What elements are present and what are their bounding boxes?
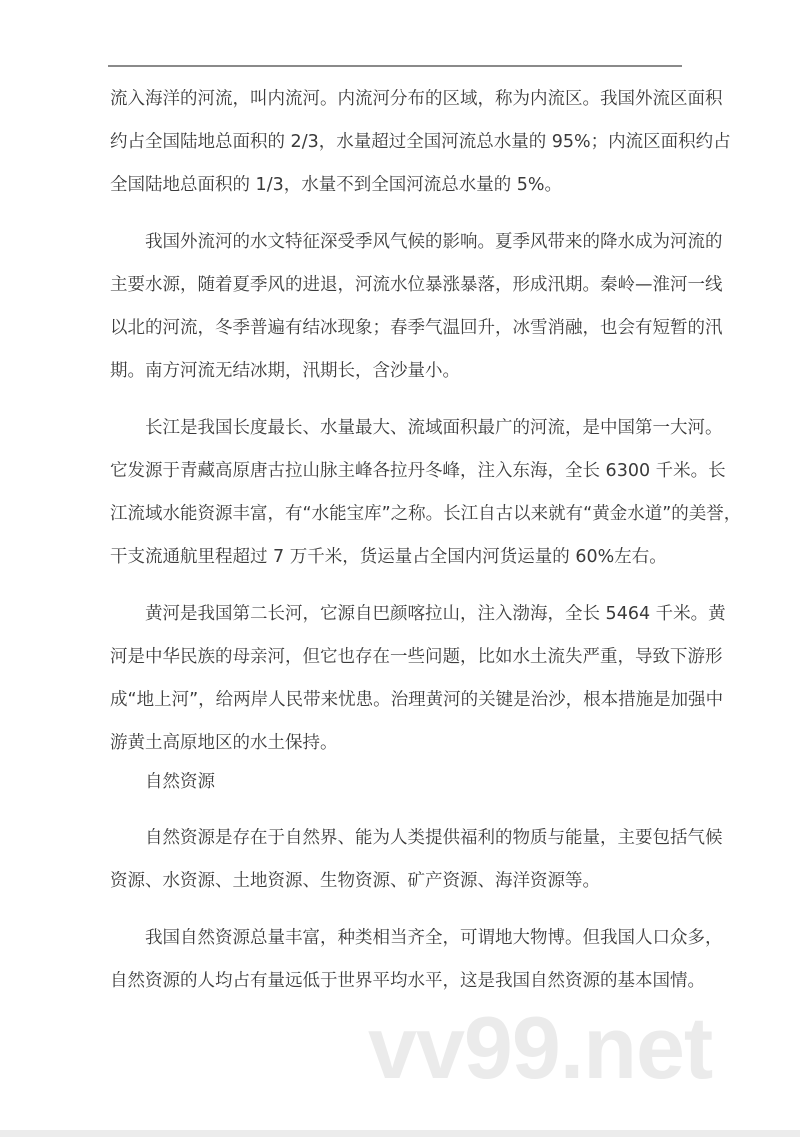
text-line: 主要水源，随着夏季风的进退，河流水位暴涨暴落，形成汛期。秦岭—淮河一线 bbox=[110, 275, 723, 295]
text-line: 我国外流河的水文特征深受季风气候的影响。夏季风带来的降水成为河流的 bbox=[145, 232, 723, 252]
paragraph bbox=[110, 78, 731, 207]
document-body bbox=[110, 78, 742, 1017]
text-line: 自然资源是存在于自然界、能为人类提供福利的物质与能量，主要包括气候 bbox=[145, 828, 723, 848]
text-line: 我国自然资源总量丰富，种类相当齐全，可谓地大物博。但我国人口众多， bbox=[145, 928, 723, 948]
text-line: 河是中华民族的母亲河，但它也存在一些问题，比如水土流失严重，导致下游形 bbox=[110, 647, 723, 667]
watermark: vv99.net bbox=[368, 998, 713, 1097]
paragraph bbox=[110, 817, 723, 903]
paragraph bbox=[110, 221, 723, 393]
text-line: 游黄土高原地区的水土保持。 bbox=[110, 733, 338, 753]
text-line: 约占全国陆地总面积的 2/3，水量超过全国河流总水量的 95%；内流区面积约占 bbox=[110, 132, 731, 152]
text-line: 期。南方河流无结冰期，汛期长，含沙量小。 bbox=[110, 361, 460, 381]
section-heading bbox=[110, 761, 680, 804]
text-line: 长江是我国长度最长、水量最大、流域面积最广的河流，是中国第一大河。 bbox=[145, 418, 723, 438]
text-line: 江流域水能资源丰富，有“水能宝库”之称。长江自古以来就有“黄金水道”的美誉， bbox=[110, 504, 742, 524]
paragraph bbox=[110, 407, 742, 579]
text-line: 干支流通航里程超过 7 万千米，货运量占全国内河货运量的 60%左右。 bbox=[110, 547, 667, 567]
text-line: 流入海洋的河流，叫内流河。内流河分布的区域，称为内流区。我国外流区面积 bbox=[110, 89, 723, 109]
header-rule bbox=[108, 65, 682, 67]
text-line: 资源、水资源、土地资源、生物资源、矿产资源、海洋资源等。 bbox=[110, 871, 600, 891]
text-line: 它发源于青藏高原唐古拉山脉主峰各拉丹冬峰，注入东海，全长 6300 千米。长 bbox=[110, 461, 726, 481]
page-bottom-edge bbox=[0, 1130, 800, 1137]
text-line: 成“地上河”，给两岸人民带来忧患。治理黄河的关键是治沙，根本措施是加强中 bbox=[110, 690, 724, 710]
paragraph bbox=[110, 593, 726, 765]
section-heading-text: 自然资源 bbox=[145, 772, 215, 792]
text-line: 黄河是我国第二长河，它源自巴颜喀拉山，注入渤海，全长 5464 千米。黄 bbox=[145, 604, 726, 624]
text-line: 全国陆地总面积的 1/3，水量不到全国河流总水量的 5%。 bbox=[110, 175, 563, 195]
paragraph bbox=[110, 917, 723, 1003]
text-line: 自然资源的人均占有量远低于世界平均水平，这是我国自然资源的基本国情。 bbox=[110, 971, 705, 991]
text-line: 以北的河流，冬季普遍有结冰现象；春季气温回升，冰雪消融，也会有短暂的汛 bbox=[110, 318, 723, 338]
